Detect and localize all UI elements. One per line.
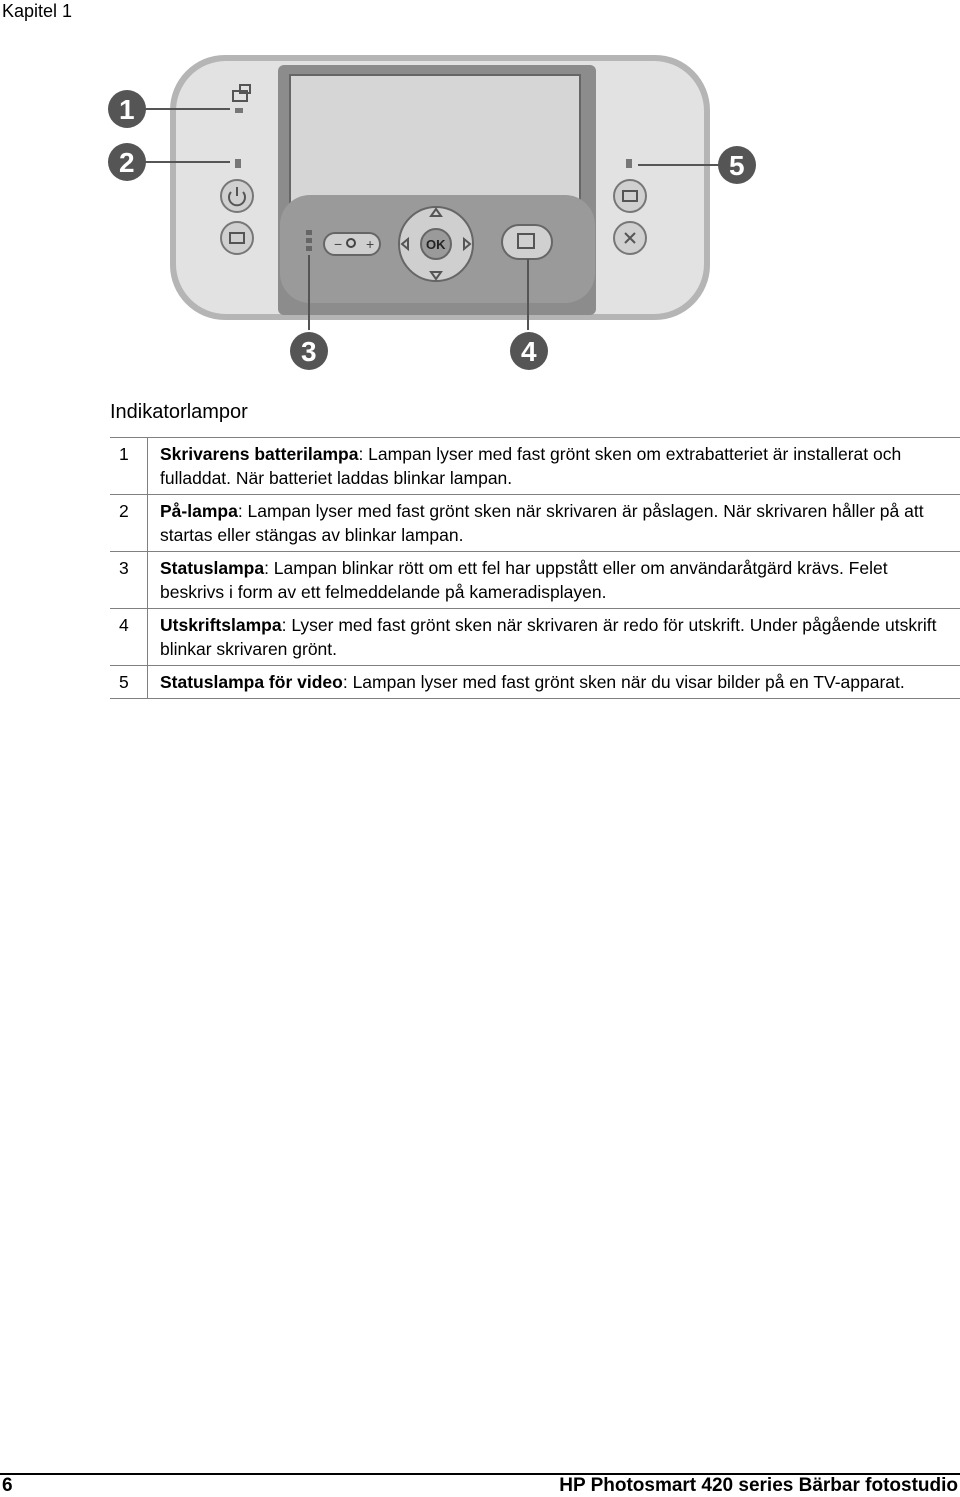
row-description: Statuslampa för video: Lampan lyser med fast grönt sken när du visar bilder på en TV-apparat. xyxy=(148,666,960,699)
row-term: Statuslampa för video xyxy=(160,672,343,692)
battery-led xyxy=(235,108,243,113)
svg-text:2: 2 xyxy=(119,147,135,178)
control-panel-figure xyxy=(100,45,780,385)
indicator-table xyxy=(110,437,960,699)
status-led-icon xyxy=(306,230,312,251)
page-number: 6 xyxy=(2,1475,13,1497)
section-title: Indikatorlampor xyxy=(110,400,248,424)
menu-button[interactable] xyxy=(221,222,253,254)
row-text: Lampan lyser med fast grönt sken om extrabatteriet är installerat och fulladdat. När batteriet laddas blinkar lampan. xyxy=(160,444,901,488)
chapter-header: Kapitel 1 xyxy=(2,0,72,22)
row-number: 1 xyxy=(110,438,148,495)
video-led xyxy=(626,159,632,168)
zoom-plus-label: + xyxy=(366,236,374,252)
table-row xyxy=(110,552,960,609)
svg-text:3: 3 xyxy=(301,336,317,367)
row-text: Lampan lyser med fast grönt sken när du visar bilder på en TV-apparat. xyxy=(353,672,905,692)
zoom-minus-label: − xyxy=(334,236,342,252)
table-row xyxy=(110,609,960,666)
footer-product-title: HP Photosmart 420 series Bärbar fotostudio xyxy=(559,1475,958,1497)
row-number: 4 xyxy=(110,609,148,666)
callout-5 xyxy=(718,146,756,184)
row-number: 3 xyxy=(110,552,148,609)
row-term: Skrivarens batterilampa xyxy=(160,444,358,464)
row-description: Utskriftslampa: Lyser med fast grönt sken när skrivaren är redo för utskrift. Under pågående utskrift blinkar skrivaren grönt. xyxy=(148,609,960,666)
callout-4 xyxy=(510,332,548,370)
callout-2 xyxy=(108,143,146,181)
row-term: Utskriftslampa xyxy=(160,615,282,635)
svg-text:5: 5 xyxy=(729,150,745,181)
row-text: Lampan lyser med fast grönt sken när skrivaren är påslagen. När skrivaren håller på att startas eller stängas av blinkar lampan. xyxy=(160,501,924,545)
row-text: Lampan blinkar rött om ett fel har uppstått eller om användaråtgärd krävs. Felet beskrivs i form av ett felmeddelande på kameradisplayen. xyxy=(160,558,888,602)
callout-1 xyxy=(108,90,146,128)
row-number: 5 xyxy=(110,666,148,699)
row-term: Statuslampa xyxy=(160,558,264,578)
video-button[interactable] xyxy=(614,180,646,212)
print-button[interactable] xyxy=(502,225,552,259)
row-text: Lyser med fast grönt sken när skrivaren är redo för utskrift. Under pågående utskrift blinkar skrivaren grönt. xyxy=(160,615,937,659)
svg-text:4: 4 xyxy=(521,336,537,367)
row-description: På-lampa: Lampan lyser med fast grönt sken när skrivaren är påslagen. När skrivaren håller på att startas eller stängas av blinkar lampan. xyxy=(148,495,960,552)
callout-3 xyxy=(290,332,328,370)
row-description: Skrivarens batterilampa: Lampan lyser med fast grönt sken om extrabatteriet är installerat och fulladdat. När batteriet laddas blinkar lampan. xyxy=(148,438,960,495)
table-row xyxy=(110,666,960,699)
table-row xyxy=(110,438,960,495)
row-number: 2 xyxy=(110,495,148,552)
power-led-icon xyxy=(235,159,241,168)
svg-text:1: 1 xyxy=(119,94,135,125)
row-term: På-lampa xyxy=(160,501,238,521)
row-description: Statuslampa: Lampan blinkar rött om ett fel har uppstått eller om användaråtgärd krävs. Felet beskrivs i form av ett felmeddelande på kameradisplayen. xyxy=(148,552,960,609)
table-row xyxy=(110,495,960,552)
ok-button-icon[interactable]: OK xyxy=(426,237,446,252)
